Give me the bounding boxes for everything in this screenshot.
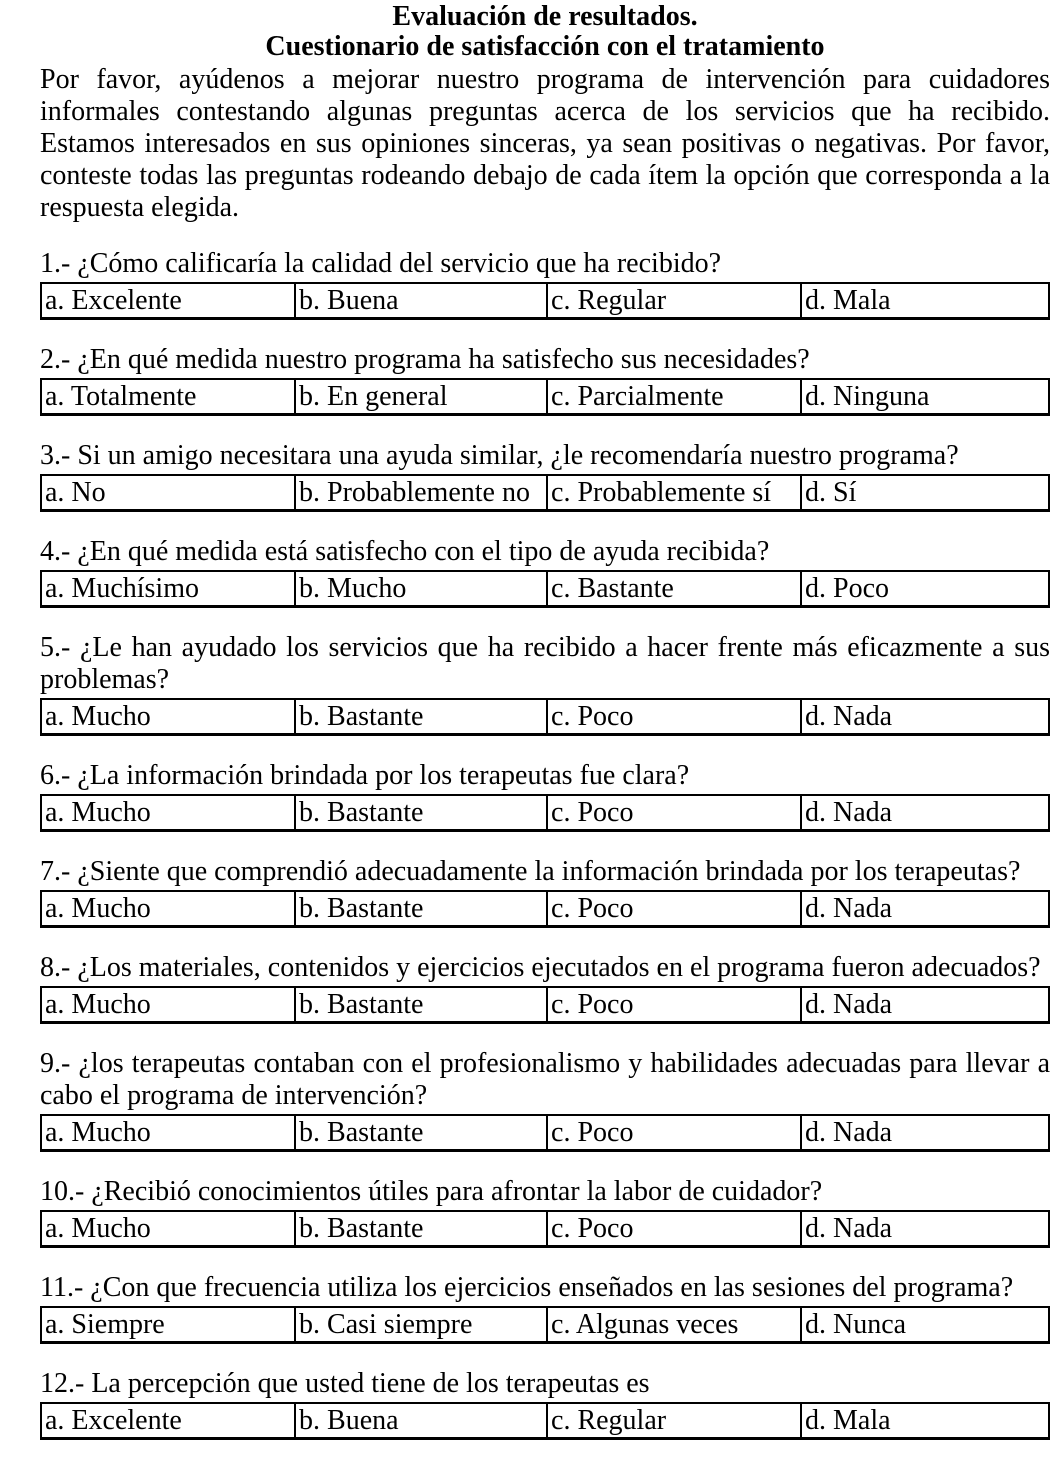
questions-container: [40, 248, 1050, 1440]
option-cell-a[interactable]: a. Excelente: [41, 1403, 295, 1439]
options-table: [40, 282, 1050, 320]
question-block: [40, 632, 1050, 736]
question-text-label: ¿los terapeutas contaban con el profesionalismo y habilidades adecuadas para llevar a cabo el programa de intervención?: [40, 1048, 1050, 1111]
doc-subtitle: Cuestionario de satisfacción con el tratamiento: [265, 31, 825, 62]
question-number: 3.-: [40, 440, 71, 471]
question-text: [40, 1272, 1050, 1304]
option-cell-c[interactable]: c. Poco: [547, 891, 801, 927]
option-cell-b[interactable]: b. Bastante: [295, 987, 547, 1023]
options-row: [41, 283, 1049, 319]
question-text: [40, 440, 1050, 472]
option-cell-d[interactable]: d. Nada: [801, 1211, 1049, 1247]
question-number: 4.-: [40, 536, 71, 567]
options-row: [41, 1403, 1049, 1439]
options-table: [40, 1210, 1050, 1248]
options-row: [41, 379, 1049, 415]
options-table: [40, 890, 1050, 928]
question-text-label: ¿En qué medida nuestro programa ha satisfecho sus necesidades?: [77, 344, 810, 375]
option-cell-a[interactable]: a. Mucho: [41, 1211, 295, 1247]
question-text: [40, 1048, 1050, 1112]
option-cell-c[interactable]: c. Bastante: [547, 571, 801, 607]
question-text: [40, 344, 1050, 376]
options-table: [40, 378, 1050, 416]
question-text-label: ¿Con que frecuencia utiliza los ejercicios enseñados en las sesiones del programa?: [90, 1272, 1014, 1303]
question-text: [40, 952, 1050, 984]
option-cell-d[interactable]: d. Mala: [801, 283, 1049, 319]
question-block: [40, 1176, 1050, 1248]
question-number: 8.-: [40, 952, 71, 983]
options-table: [40, 1402, 1050, 1440]
question-number: 12.-: [40, 1368, 85, 1399]
question-number: 10.-: [40, 1176, 85, 1207]
question-block: [40, 536, 1050, 608]
option-cell-c[interactable]: c. Regular: [547, 1403, 801, 1439]
question-text: [40, 632, 1050, 696]
option-cell-b[interactable]: b. Buena: [295, 1403, 547, 1439]
question-number: 6.-: [40, 760, 71, 791]
question-block: [40, 1272, 1050, 1344]
options-row: [41, 1307, 1049, 1343]
options-row: [41, 1211, 1049, 1247]
question-text: [40, 536, 1050, 568]
options-row: [41, 475, 1049, 511]
option-cell-d[interactable]: d. Sí: [801, 475, 1049, 511]
option-cell-b[interactable]: b. Bastante: [295, 699, 547, 735]
options-table: [40, 1306, 1050, 1344]
question-text-label: Si un amigo necesitara una ayuda similar, ¿le recomendaría nuestro programa?: [77, 440, 959, 471]
question-block: [40, 856, 1050, 928]
option-cell-d[interactable]: d. Nada: [801, 795, 1049, 831]
option-cell-a[interactable]: a. Mucho: [41, 699, 295, 735]
question-text: [40, 760, 1050, 792]
option-cell-b[interactable]: b. Bastante: [295, 1115, 547, 1151]
option-cell-d[interactable]: d. Mala: [801, 1403, 1049, 1439]
intro-paragraph: Por favor, ayúdenos a mejorar nuestro programa de intervención para cuidadores informales contestando algunas preguntas acerca de los servicios que ha recibido. Estamos interesados en sus opiniones sinceras, ya sean positivas o negativas. Por favor, conteste todas las preguntas rodeando debajo de cada ítem la opción que corresponda a la respuesta elegida.: [40, 64, 1050, 223]
option-cell-b[interactable]: b. Casi siempre: [295, 1307, 547, 1343]
options-table: [40, 474, 1050, 512]
option-cell-b[interactable]: b. Bastante: [295, 891, 547, 927]
options-table: [40, 986, 1050, 1024]
question-text: [40, 856, 1050, 888]
options-row: [41, 571, 1049, 607]
option-cell-d[interactable]: d. Nada: [801, 891, 1049, 927]
option-cell-b[interactable]: b. En general: [295, 379, 547, 415]
question-text-label: ¿Siente que comprendió adecuadamente la información brindada por los terapeutas?: [77, 856, 1021, 887]
question-text-label: ¿Los materiales, contenidos y ejercicios ejecutados en el programa fueron adecuados?: [77, 952, 1041, 983]
option-cell-d[interactable]: d. Nada: [801, 987, 1049, 1023]
question-text-label: ¿En qué medida está satisfecho con el tipo de ayuda recibida?: [77, 536, 770, 567]
question-block: [40, 760, 1050, 832]
option-cell-b[interactable]: b. Bastante: [295, 1211, 547, 1247]
option-cell-a[interactable]: a. Muchísimo: [41, 571, 295, 607]
option-cell-a[interactable]: a. Siempre: [41, 1307, 295, 1343]
option-cell-c[interactable]: c. Poco: [547, 1115, 801, 1151]
options-row: [41, 891, 1049, 927]
option-cell-a[interactable]: a. Mucho: [41, 795, 295, 831]
question-block: [40, 1048, 1050, 1152]
option-cell-a[interactable]: a. Mucho: [41, 987, 295, 1023]
question-text: [40, 1176, 1050, 1208]
option-cell-c[interactable]: c. Algunas veces: [547, 1307, 801, 1343]
question-text-label: ¿La información brindada por los terapeutas fue clara?: [77, 760, 690, 791]
question-text-label: ¿Recibió conocimientos útiles para afrontar la labor de cuidador?: [91, 1176, 823, 1207]
question-number: 9.-: [40, 1048, 71, 1079]
option-cell-a[interactable]: a. Mucho: [41, 891, 295, 927]
option-cell-d[interactable]: d. Nada: [801, 1115, 1049, 1151]
doc-title: Evaluación de resultados.: [392, 1, 698, 32]
option-cell-c[interactable]: c. Probablemente sí: [547, 475, 801, 511]
option-cell-c[interactable]: c. Poco: [547, 699, 801, 735]
option-cell-c[interactable]: c. Regular: [547, 283, 801, 319]
options-table: [40, 570, 1050, 608]
options-table: [40, 794, 1050, 832]
question-number: 11.-: [40, 1272, 84, 1303]
question-text-label: ¿Le han ayudado los servicios que ha recibido a hacer frente más eficazmente a sus problemas?: [40, 632, 1050, 695]
options-row: [41, 987, 1049, 1023]
options-row: [41, 795, 1049, 831]
options-row: [41, 1115, 1049, 1151]
option-cell-c[interactable]: c. Poco: [547, 1211, 801, 1247]
option-cell-b[interactable]: b. Probablemente no: [295, 475, 547, 511]
option-cell-a[interactable]: a. Totalmente: [41, 379, 295, 415]
question-number: 1.-: [40, 248, 71, 279]
question-text-label: La percepción que usted tiene de los terapeutas es: [91, 1368, 650, 1399]
question-block: [40, 248, 1050, 320]
option-cell-b[interactable]: b. Bastante: [295, 795, 547, 831]
option-cell-c[interactable]: c. Poco: [547, 987, 801, 1023]
question-block: [40, 1368, 1050, 1440]
option-cell-d[interactable]: d. Nunca: [801, 1307, 1049, 1343]
options-table: [40, 1114, 1050, 1152]
options-row: [41, 699, 1049, 735]
option-cell-c[interactable]: c. Parcialmente: [547, 379, 801, 415]
question-number: 7.-: [40, 856, 71, 887]
question-text: [40, 248, 1050, 280]
options-table: [40, 698, 1050, 736]
question-text-label: ¿Cómo calificaría la calidad del servicio que ha recibido?: [77, 248, 722, 279]
question-number: 2.-: [40, 344, 71, 375]
question-block: [40, 440, 1050, 512]
option-cell-a[interactable]: a. Excelente: [41, 283, 295, 319]
option-cell-a[interactable]: a. No: [41, 475, 295, 511]
option-cell-d[interactable]: d. Poco: [801, 571, 1049, 607]
question-block: [40, 952, 1050, 1024]
question-block: [40, 344, 1050, 416]
option-cell-d[interactable]: d. Nada: [801, 699, 1049, 735]
question-number: 5.-: [40, 632, 71, 663]
option-cell-a[interactable]: a. Mucho: [41, 1115, 295, 1151]
question-text: [40, 1368, 1050, 1400]
option-cell-b[interactable]: b. Mucho: [295, 571, 547, 607]
option-cell-c[interactable]: c. Poco: [547, 795, 801, 831]
option-cell-b[interactable]: b. Buena: [295, 283, 547, 319]
option-cell-d[interactable]: d. Ninguna: [801, 379, 1049, 415]
